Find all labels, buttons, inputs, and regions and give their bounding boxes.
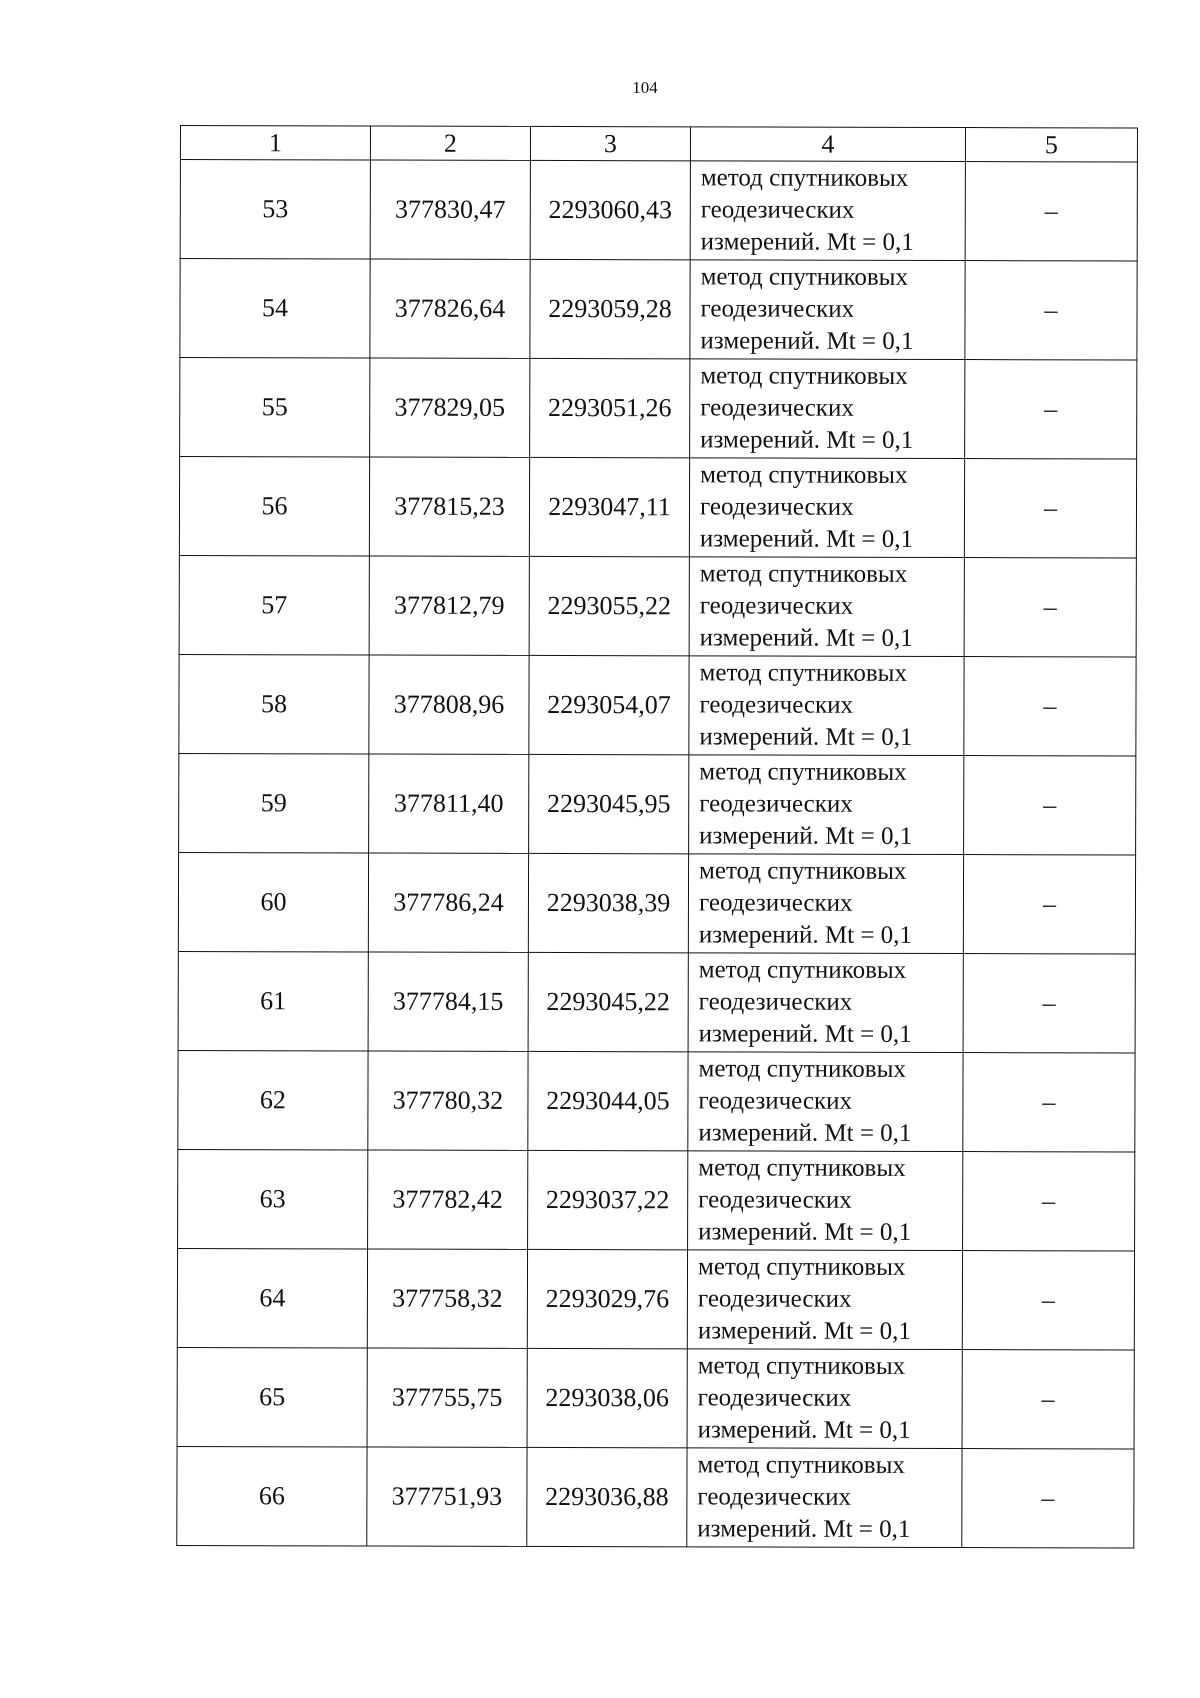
method-text-line: геодезических — [700, 295, 855, 323]
method-text-line: измерений. Mt = 0,1 — [699, 723, 913, 751]
method-text-line: измерений. Mt = 0,1 — [697, 1416, 911, 1444]
method-text-line: геодезических — [698, 988, 853, 1016]
x-coordinate-cell: 377755,75 — [367, 1348, 527, 1447]
table-row — [179, 555, 1136, 657]
x-coordinate-cell: 377784,15 — [368, 952, 528, 1051]
point-number-cell: 61 — [178, 951, 368, 1050]
point-number-cell: 65 — [177, 1347, 367, 1446]
method-text-line: геодезических — [698, 1087, 853, 1115]
method-text-line: метод спутниковых — [700, 461, 908, 489]
table-row — [178, 1149, 1135, 1251]
method-text-line: метод спутниковых — [700, 362, 908, 390]
method-text-line: измерений. Mt = 0,1 — [697, 1317, 911, 1345]
x-coordinate-cell: 377780,32 — [368, 1051, 528, 1150]
method-text-line: геодезических — [697, 1285, 852, 1313]
method-text-line: измерений. Mt = 0,1 — [700, 426, 914, 454]
table-row — [177, 1347, 1134, 1449]
method-text-line: измерений. Mt = 0,1 — [699, 624, 913, 652]
method-text-line: метод спутниковых — [699, 758, 907, 786]
coordinates-table — [176, 125, 1138, 1549]
method-text-line: измерений. Mt = 0,1 — [698, 921, 912, 949]
method-cell — [690, 260, 965, 360]
note-cell: – — [965, 360, 1137, 459]
method-text-line: метод спутниковых — [697, 1451, 905, 1479]
point-number-cell: 53 — [180, 160, 370, 259]
y-coordinate-cell: 2293059,28 — [530, 259, 690, 358]
column-header: 5 — [965, 128, 1137, 162]
y-coordinate-cell: 2293054,07 — [529, 655, 689, 754]
method-text-line: геодезических — [698, 1186, 852, 1214]
method-text-line: измерений. Mt = 0,1 — [698, 1218, 912, 1246]
method-text-line: измерений. Mt = 0,1 — [698, 1020, 912, 1048]
method-cell — [687, 1349, 962, 1449]
method-cell — [688, 854, 963, 954]
method-text-line: измерений. Mt = 0,1 — [698, 1119, 912, 1147]
method-cell — [688, 1052, 963, 1152]
method-text-line: геодезических — [698, 889, 853, 917]
method-text-line: измерений. Mt = 0,1 — [699, 822, 913, 850]
x-coordinate-cell: 377758,32 — [367, 1249, 527, 1348]
note-cell: – — [962, 1449, 1134, 1548]
note-cell: – — [963, 1152, 1135, 1251]
method-text-line: метод спутниковых — [698, 1055, 906, 1083]
y-coordinate-cell: 2293045,95 — [529, 754, 689, 853]
point-number-cell: 57 — [179, 555, 369, 654]
point-number-cell: 63 — [178, 1149, 368, 1248]
method-text-line: метод спутниковых — [698, 956, 907, 984]
y-coordinate-cell: 2293038,06 — [527, 1348, 687, 1447]
table-row — [180, 259, 1137, 361]
table-row — [179, 753, 1136, 855]
point-number-cell: 58 — [179, 654, 369, 753]
column-header: 3 — [530, 126, 690, 160]
point-number-cell: 59 — [179, 753, 369, 852]
method-text-line: метод спутниковых — [698, 1154, 906, 1182]
y-coordinate-cell: 2293038,39 — [528, 853, 688, 952]
method-cell — [690, 359, 965, 459]
method-cell — [689, 656, 964, 756]
method-text-line: геодезических — [699, 592, 854, 620]
y-coordinate-cell: 2293045,22 — [528, 952, 688, 1051]
x-coordinate-cell: 377808,96 — [369, 655, 529, 754]
method-text-line: геодезических — [697, 1384, 852, 1412]
x-coordinate-cell: 377830,47 — [370, 160, 530, 259]
method-text-line: метод спутниковых — [699, 857, 907, 885]
table-row — [177, 1446, 1134, 1548]
table-row — [179, 654, 1136, 756]
table-row — [180, 358, 1137, 460]
note-cell: – — [964, 756, 1136, 855]
table-row — [178, 852, 1135, 954]
y-coordinate-cell: 2293044,05 — [528, 1051, 688, 1150]
column-header: 1 — [180, 126, 370, 160]
method-text-line: измерений. Mt = 0,1 — [699, 525, 914, 553]
method-text-line: метод спутниковых — [700, 263, 909, 291]
point-number-cell: 66 — [177, 1446, 367, 1545]
note-cell: – — [964, 459, 1136, 558]
table-row — [177, 1248, 1134, 1350]
method-text-line: геодезических — [699, 691, 854, 719]
y-coordinate-cell: 2293036,88 — [527, 1447, 687, 1546]
x-coordinate-cell: 377829,05 — [370, 358, 530, 457]
method-text-line: метод спутниковых — [697, 1352, 906, 1380]
note-cell: – — [963, 1053, 1135, 1152]
point-number-cell: 55 — [180, 358, 370, 457]
method-text-line: измерений. Mt = 0,1 — [700, 327, 914, 355]
method-text-line: метод спутниковых — [700, 164, 909, 192]
method-text-line: метод спутниковых — [699, 560, 908, 588]
method-text-line: геодезических — [700, 196, 855, 224]
method-cell — [688, 953, 963, 1053]
note-cell: – — [964, 657, 1136, 756]
table-row — [180, 160, 1137, 262]
method-text-line: измерений. Mt = 0,1 — [700, 228, 914, 256]
x-coordinate-cell: 377751,93 — [367, 1447, 527, 1546]
y-coordinate-cell: 2293047,11 — [529, 457, 689, 556]
method-text-line: метод спутниковых — [697, 1253, 906, 1281]
table-body — [177, 160, 1138, 1549]
method-text-line: геодезических — [700, 394, 854, 422]
column-header: 4 — [690, 127, 965, 162]
table-row — [178, 1050, 1135, 1152]
y-coordinate-cell: 2293051,26 — [530, 358, 690, 457]
method-text-line: метод спутниковых — [699, 659, 908, 687]
x-coordinate-cell: 377812,79 — [369, 556, 529, 655]
method-cell — [689, 557, 964, 657]
method-text-line: геодезических — [699, 790, 853, 818]
note-cell: – — [963, 954, 1135, 1053]
point-number-cell: 56 — [179, 457, 369, 556]
method-cell — [689, 755, 964, 855]
method-cell — [688, 1151, 963, 1251]
method-text-line: геодезических — [699, 493, 854, 521]
note-cell: – — [962, 1251, 1134, 1350]
point-number-cell: 54 — [180, 259, 370, 358]
table-row — [179, 457, 1136, 559]
method-cell — [687, 1250, 962, 1350]
point-number-cell: 64 — [177, 1248, 367, 1347]
point-number-cell: 60 — [178, 852, 368, 951]
point-number-cell: 62 — [178, 1050, 368, 1149]
note-cell: – — [963, 855, 1135, 954]
method-text-line: геодезических — [697, 1483, 852, 1511]
x-coordinate-cell: 377811,40 — [369, 754, 529, 853]
y-coordinate-cell: 2293029,76 — [527, 1249, 687, 1348]
y-coordinate-cell: 2293037,22 — [528, 1150, 688, 1249]
y-coordinate-cell: 2293055,22 — [529, 556, 689, 655]
table-header-row — [180, 126, 1137, 163]
x-coordinate-cell: 377815,23 — [369, 457, 529, 556]
method-text-line: измерений. Mt = 0,1 — [697, 1515, 911, 1543]
note-cell: – — [965, 261, 1137, 360]
note-cell: – — [964, 558, 1136, 657]
note-cell: – — [965, 162, 1137, 261]
method-cell — [687, 1448, 962, 1548]
note-cell: – — [962, 1350, 1134, 1449]
y-coordinate-cell: 2293060,43 — [530, 160, 690, 259]
method-cell — [689, 458, 964, 558]
column-header: 2 — [370, 126, 530, 160]
table-row — [178, 951, 1135, 1053]
x-coordinate-cell: 377786,24 — [368, 853, 528, 952]
method-cell — [690, 161, 965, 261]
x-coordinate-cell: 377782,42 — [368, 1150, 528, 1249]
x-coordinate-cell: 377826,64 — [370, 259, 530, 358]
page-number: 104 — [632, 78, 658, 97]
